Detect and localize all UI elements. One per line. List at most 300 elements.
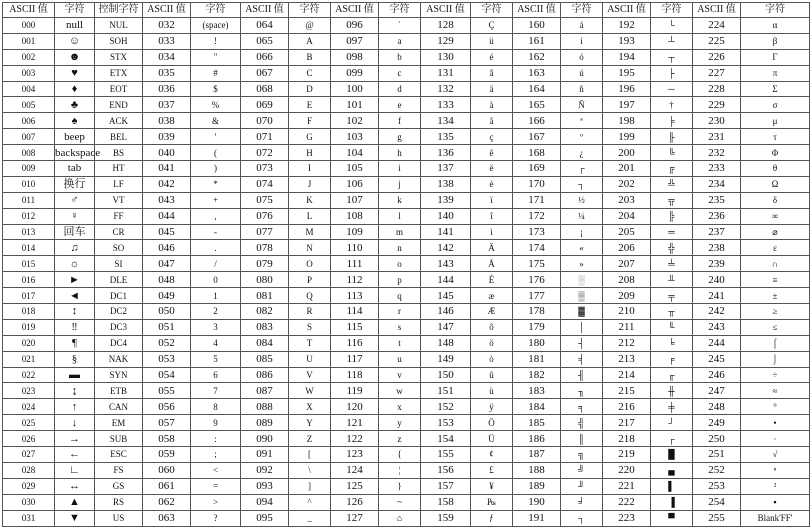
char-cell: 054 (143, 367, 191, 383)
ascii-code-cell: ô (471, 319, 513, 335)
char-cell: 226 (693, 49, 741, 65)
char-cell: 164 (513, 81, 561, 97)
ascii-code-cell: • (741, 415, 810, 431)
ascii-code-cell: _ (289, 510, 331, 526)
ascii-code-cell: ╜ (561, 478, 603, 494)
ascii-code-cell: ╠ (651, 208, 693, 224)
ascii-code-cell: τ (741, 129, 810, 145)
char-cell: 122 (331, 431, 379, 447)
table-row (3, 447, 810, 463)
char-cell: 203 (603, 192, 651, 208)
char-cell: 132 (421, 81, 471, 97)
ascii-code-cell: Z (289, 431, 331, 447)
control-char-cell: SOH (95, 33, 143, 49)
ascii-code-cell: I (289, 161, 331, 177)
ascii-code-cell: ^ (289, 494, 331, 510)
ascii-code-cell: N (289, 240, 331, 256)
char-cell: 180 (513, 335, 561, 351)
char-cell: 155 (421, 447, 471, 463)
char-cell: 174 (513, 240, 561, 256)
char-cell: 033 (143, 33, 191, 49)
ascii-code-cell: ç (471, 129, 513, 145)
column-header: ASCII 值 (693, 3, 741, 18)
table-row (3, 240, 810, 256)
table-row (3, 272, 810, 288)
char-cell: ♣ (55, 97, 95, 113)
ascii-code-cell: ▒ (561, 288, 603, 304)
ascii-code-cell: 012 (3, 208, 55, 224)
ascii-code-cell: ∩ (741, 256, 810, 272)
char-cell: 153 (421, 415, 471, 431)
char-cell: 158 (421, 494, 471, 510)
char-cell: 235 (693, 192, 741, 208)
char-cell: 255 (693, 510, 741, 526)
ascii-code-cell: ù (471, 383, 513, 399)
ascii-code-cell: ` (379, 18, 421, 34)
char-cell: 254 (693, 494, 741, 510)
char-cell: 160 (513, 18, 561, 34)
ascii-code-cell: 002 (3, 49, 55, 65)
char-cell: 053 (143, 351, 191, 367)
char-cell: ↔ (55, 478, 95, 494)
ascii-code-cell: 030 (3, 494, 55, 510)
ascii-code-cell: 014 (3, 240, 55, 256)
char-cell: ← (55, 447, 95, 463)
char-cell: 032 (143, 18, 191, 34)
table-row (3, 256, 810, 272)
control-char-cell: NUL (95, 18, 143, 34)
char-cell: 077 (241, 224, 289, 240)
ascii-code-cell: h (379, 145, 421, 161)
char-cell: 113 (331, 288, 379, 304)
control-char-cell: FF (95, 208, 143, 224)
char-cell: ▬ (55, 367, 95, 383)
ascii-code-cell: d (379, 81, 421, 97)
char-cell: 200 (603, 145, 651, 161)
ascii-code-cell: 000 (3, 18, 55, 34)
ascii-code-cell: ó (561, 49, 603, 65)
table-row (3, 383, 810, 399)
ascii-code-cell: & (191, 113, 241, 129)
ascii-code-cell: A (289, 33, 331, 49)
char-cell: ¶ (55, 335, 95, 351)
char-cell: 210 (603, 304, 651, 320)
char-cell: 083 (241, 319, 289, 335)
ascii-code-cell: α (741, 18, 810, 34)
ascii-code-cell: 025 (3, 415, 55, 431)
control-char-cell: EOT (95, 81, 143, 97)
ascii-code-cell: L (289, 208, 331, 224)
char-cell: 214 (603, 367, 651, 383)
char-cell: 170 (513, 176, 561, 192)
ascii-code-cell: C (289, 65, 331, 81)
char-cell: 116 (331, 335, 379, 351)
char-cell: 058 (143, 431, 191, 447)
ascii-code-cell: Q (289, 288, 331, 304)
char-cell: 240 (693, 272, 741, 288)
control-char-cell: DLE (95, 272, 143, 288)
char-cell: ∟ (55, 462, 95, 478)
char-cell: 118 (331, 367, 379, 383)
ascii-code-cell: ~ (379, 494, 421, 510)
ascii-code-cell: ╙ (651, 319, 693, 335)
char-cell: 243 (693, 319, 741, 335)
ascii-code-cell: ▌ (651, 478, 693, 494)
char-cell: 222 (603, 494, 651, 510)
table-row (3, 399, 810, 415)
char-cell: 238 (693, 240, 741, 256)
char-cell: ↑ (55, 399, 95, 415)
ascii-code-cell: ▐ (651, 494, 693, 510)
ascii-code-cell: - (191, 224, 241, 240)
column-header: 字符 (741, 3, 810, 18)
char-cell: 129 (421, 33, 471, 49)
char-cell: 229 (693, 97, 741, 113)
char-cell: 167 (513, 129, 561, 145)
char-cell: 159 (421, 510, 471, 526)
ascii-code-cell: ì (471, 224, 513, 240)
char-cell: 089 (241, 415, 289, 431)
ascii-code-cell: G (289, 129, 331, 145)
ascii-code-cell: ¡ (561, 224, 603, 240)
ascii-code-cell: 028 (3, 462, 55, 478)
column-header: ASCII 值 (241, 3, 289, 18)
ascii-code-cell: M (289, 224, 331, 240)
char-cell: 199 (603, 129, 651, 145)
table-row (3, 462, 810, 478)
ascii-code-cell: 6 (191, 367, 241, 383)
char-cell: 246 (693, 367, 741, 383)
char-cell: 184 (513, 399, 561, 415)
char-cell: 211 (603, 319, 651, 335)
ascii-code-cell: ▀ (651, 510, 693, 526)
ascii-code-cell: (space) (191, 18, 241, 34)
char-cell: 239 (693, 256, 741, 272)
char-cell: 250 (693, 431, 741, 447)
column-header: 字符 (289, 3, 331, 18)
char-cell: 204 (603, 208, 651, 224)
ascii-code-cell: [ (289, 447, 331, 463)
char-cell: 139 (421, 192, 471, 208)
ascii-code-cell: 006 (3, 113, 55, 129)
char-cell: 092 (241, 462, 289, 478)
ascii-code-cell: Φ (741, 145, 810, 161)
ascii-code-cell: » (561, 256, 603, 272)
char-cell: 181 (513, 351, 561, 367)
ascii-code-cell: 009 (3, 161, 55, 177)
char-cell: 098 (331, 49, 379, 65)
char-cell: 079 (241, 256, 289, 272)
ascii-code-cell: ä (471, 81, 513, 97)
char-cell: 119 (331, 383, 379, 399)
control-char-cell: SUB (95, 431, 143, 447)
char-cell: 120 (331, 399, 379, 415)
ascii-code-cell: i (379, 161, 421, 177)
ascii-code-cell: y (379, 415, 421, 431)
ascii-code-cell: á (561, 18, 603, 34)
char-cell: 057 (143, 415, 191, 431)
column-header: ASCII 值 (331, 3, 379, 18)
ascii-code-cell: £ (471, 462, 513, 478)
char-cell: 196 (603, 81, 651, 97)
char-cell: 232 (693, 145, 741, 161)
char-cell: 142 (421, 240, 471, 256)
char-cell: 127 (331, 510, 379, 526)
char-cell: 183 (513, 383, 561, 399)
char-cell: 202 (603, 176, 651, 192)
char-cell: 163 (513, 65, 561, 81)
ascii-code-cell: ¿ (561, 145, 603, 161)
char-cell: 172 (513, 208, 561, 224)
ascii-code-cell: ! (191, 33, 241, 49)
char-cell: 151 (421, 383, 471, 399)
char-cell: 162 (513, 49, 561, 65)
ascii-code-cell: { (379, 447, 421, 463)
ascii-code-cell: ╚ (651, 145, 693, 161)
char-cell: 059 (143, 447, 191, 463)
char-cell: 063 (143, 510, 191, 526)
ascii-code-cell: S (289, 319, 331, 335)
ascii-code-cell: O (289, 256, 331, 272)
table-row (3, 161, 810, 177)
char-cell: 044 (143, 208, 191, 224)
ascii-code-cell: @ (289, 18, 331, 34)
control-char-cell: RS (95, 494, 143, 510)
char-cell: 114 (331, 304, 379, 320)
char-cell: 215 (603, 383, 651, 399)
ascii-code-cell: 024 (3, 399, 55, 415)
ascii-code-cell: W (289, 383, 331, 399)
char-cell: 084 (241, 335, 289, 351)
char-cell: 209 (603, 288, 651, 304)
ascii-code-cell: ─ (651, 81, 693, 97)
char-cell: 195 (603, 65, 651, 81)
ascii-code-cell: 003 (3, 65, 55, 81)
char-cell: 169 (513, 161, 561, 177)
ascii-code-cell: ╦ (651, 192, 693, 208)
ascii-code-cell: ╝ (561, 462, 603, 478)
char-cell: 073 (241, 161, 289, 177)
ascii-code-cell: 007 (3, 129, 55, 145)
table-row (3, 335, 810, 351)
char-cell: 060 (143, 462, 191, 478)
char-cell: 156 (421, 462, 471, 478)
ascii-code-cell: Γ (741, 49, 810, 65)
char-cell: 055 (143, 383, 191, 399)
char-cell: ► (55, 272, 95, 288)
char-cell: 034 (143, 49, 191, 65)
char-cell: 141 (421, 224, 471, 240)
char-cell: 216 (603, 399, 651, 415)
ascii-code-cell: ╞ (651, 113, 693, 129)
ascii-code-cell: « (561, 240, 603, 256)
table-row (3, 494, 810, 510)
ascii-code-cell: ▄ (651, 462, 693, 478)
ascii-table (2, 2, 810, 527)
char-cell: 245 (693, 351, 741, 367)
char-cell: 052 (143, 335, 191, 351)
ascii-code-cell: ° (741, 399, 810, 415)
ascii-code-cell: l (379, 208, 421, 224)
char-cell: 191 (513, 510, 561, 526)
ascii-code-cell: é (471, 49, 513, 65)
char-cell: 224 (693, 18, 741, 34)
char-cell: 177 (513, 288, 561, 304)
char-cell: 126 (331, 494, 379, 510)
char-cell: 038 (143, 113, 191, 129)
char-cell: 173 (513, 224, 561, 240)
char-cell: 179 (513, 319, 561, 335)
ascii-code-cell: 9 (191, 415, 241, 431)
char-cell: ▲ (55, 494, 95, 510)
char-cell: 101 (331, 97, 379, 113)
char-cell: 130 (421, 49, 471, 65)
ascii-code-cell: < (191, 462, 241, 478)
char-cell: 066 (241, 49, 289, 65)
char-cell: 124 (331, 462, 379, 478)
ascii-code-cell: 016 (3, 272, 55, 288)
ascii-code-cell: p (379, 272, 421, 288)
ascii-code-cell: å (471, 113, 513, 129)
char-cell: 201 (603, 161, 651, 177)
char-cell: 154 (421, 431, 471, 447)
ascii-code-cell: U (289, 351, 331, 367)
char-cell: ↕ (55, 304, 95, 320)
ascii-code-cell: E (289, 97, 331, 113)
ascii-code-cell: 018 (3, 304, 55, 320)
ascii-code-cell: 010 (3, 176, 55, 192)
ascii-code-cell: 021 (3, 351, 55, 367)
ascii-code-cell: 008 (3, 145, 55, 161)
ascii-code-cell: Ä (471, 240, 513, 256)
control-char-cell: DC1 (95, 288, 143, 304)
char-cell: 252 (693, 462, 741, 478)
char-cell: 165 (513, 97, 561, 113)
control-char-cell: NAK (95, 351, 143, 367)
ascii-code-cell: ┌ (561, 161, 603, 177)
char-cell: 072 (241, 145, 289, 161)
ascii-code-cell: ╖ (561, 383, 603, 399)
table-row (3, 65, 810, 81)
ascii-code-cell: 4 (191, 335, 241, 351)
char-cell: 145 (421, 288, 471, 304)
ascii-code-cell: ╫ (651, 383, 693, 399)
char-cell: 090 (241, 431, 289, 447)
char-cell: 146 (421, 304, 471, 320)
char-cell: 249 (693, 415, 741, 431)
ascii-code-cell: Y (289, 415, 331, 431)
ascii-code-cell: ≡ (741, 272, 810, 288)
char-cell: 189 (513, 478, 561, 494)
ascii-code-cell: μ (741, 113, 810, 129)
table-row (3, 478, 810, 494)
ascii-code-cell: ╗ (561, 447, 603, 463)
ascii-code-cell: 004 (3, 81, 55, 97)
ascii-code-cell: } (379, 478, 421, 494)
char-cell: 248 (693, 399, 741, 415)
ascii-code-cell: ÷ (741, 367, 810, 383)
char-cell: 061 (143, 478, 191, 494)
char-cell: ♥ (55, 65, 95, 81)
column-header: 字符 (561, 3, 603, 18)
table-header-row (3, 3, 810, 18)
ascii-code-cell: ƒ (471, 510, 513, 526)
char-cell: 161 (513, 33, 561, 49)
ascii-code-cell: 7 (191, 383, 241, 399)
char-cell: 219 (603, 447, 651, 463)
ascii-code-cell: ╒ (651, 351, 693, 367)
ascii-code-cell: ┤ (561, 335, 603, 351)
ascii-code-cell: ⌡ (741, 351, 810, 367)
ascii-code-cell: ; (191, 447, 241, 463)
char-cell: 041 (143, 161, 191, 177)
char-cell: 070 (241, 113, 289, 129)
ascii-code-cell: ' (191, 129, 241, 145)
char-cell: 171 (513, 192, 561, 208)
char-cell: 152 (421, 399, 471, 415)
ascii-code-cell: o (379, 256, 421, 272)
char-cell: 037 (143, 97, 191, 113)
column-header: 字符 (191, 3, 241, 18)
table-row (3, 288, 810, 304)
table-body (3, 18, 810, 527)
char-cell: 175 (513, 256, 561, 272)
control-char-cell: GS (95, 478, 143, 494)
char-cell: 109 (331, 224, 379, 240)
char-cell: 213 (603, 351, 651, 367)
char-cell: 051 (143, 319, 191, 335)
char-cell: 241 (693, 288, 741, 304)
ascii-code-cell: m (379, 224, 421, 240)
char-cell: 187 (513, 447, 561, 463)
ascii-code-cell: Å (471, 256, 513, 272)
char-cell: 117 (331, 351, 379, 367)
ascii-code-cell: : (191, 431, 241, 447)
char-cell: 094 (241, 494, 289, 510)
char-cell: 194 (603, 49, 651, 65)
char-cell: 251 (693, 447, 741, 463)
control-char-cell: BEL (95, 129, 143, 145)
char-cell: 223 (603, 510, 651, 526)
control-char-cell: CR (95, 224, 143, 240)
ascii-code-cell: j (379, 176, 421, 192)
ascii-code-cell: 023 (3, 383, 55, 399)
ascii-code-cell: ═ (651, 224, 693, 240)
char-cell: 111 (331, 256, 379, 272)
char-cell: 074 (241, 176, 289, 192)
ascii-code-cell: ] (289, 478, 331, 494)
char-cell: 110 (331, 240, 379, 256)
ascii-code-cell: x (379, 399, 421, 415)
char-cell: 115 (331, 319, 379, 335)
char-cell: 150 (421, 367, 471, 383)
ascii-code-cell: X (289, 399, 331, 415)
ascii-code-cell: ╢ (561, 367, 603, 383)
char-cell: 093 (241, 478, 289, 494)
ascii-code-cell: ╬ (651, 240, 693, 256)
char-cell: 134 (421, 113, 471, 129)
control-char-cell: DC4 (95, 335, 143, 351)
char-cell: 197 (603, 97, 651, 113)
ascii-code-cell: î (471, 208, 513, 224)
ascii-code-cell: 027 (3, 447, 55, 463)
ascii-code-cell: s (379, 319, 421, 335)
ascii-code-cell: π (741, 65, 810, 81)
char-cell: 123 (331, 447, 379, 463)
ascii-code-cell: a (379, 33, 421, 49)
control-char-cell: LF (95, 176, 143, 192)
ascii-code-cell: Ω (741, 176, 810, 192)
